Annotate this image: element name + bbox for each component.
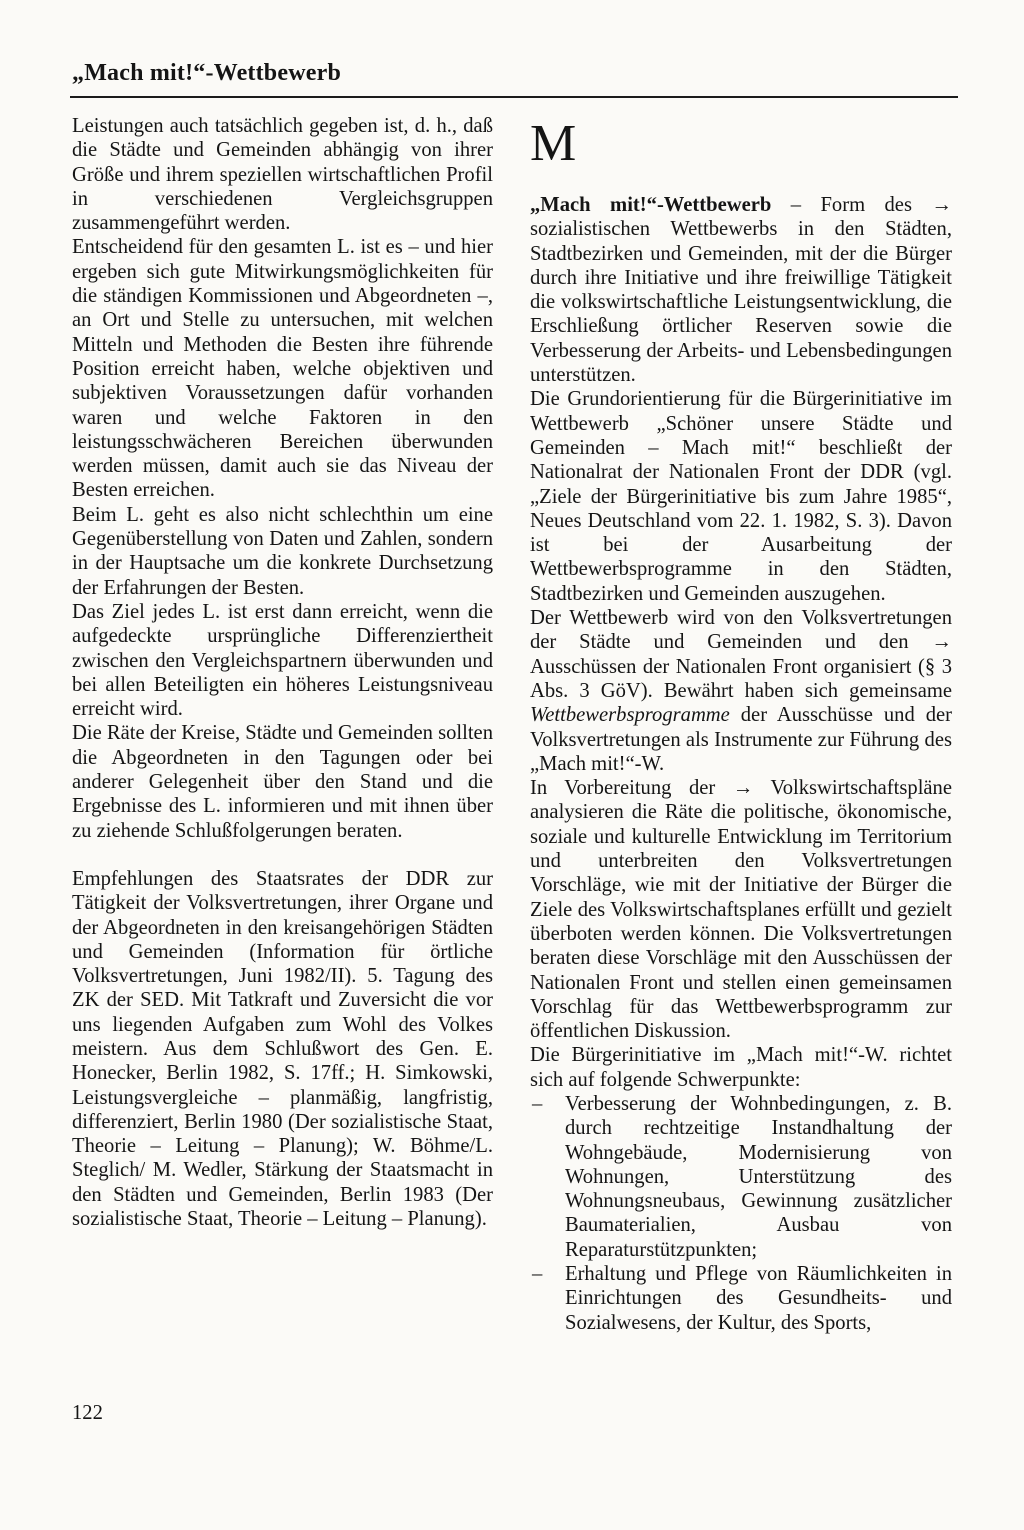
left-paragraph-2: Entscheidend für den gesamten L. ist es – und hier ergeben sich gute Mitwirkungsmöglichkeiten für die ständigen Kommissionen und Abgeordneten –, an Ort und Stelle zu untersuchen, mit welchen Mitteln und Methoden die Besten ihre führende Position erreicht haben, welche objektiven und subjektiven Voraussetzungen dafür vorhanden waren und welche Faktoren in den leistungsschwächeren Bereichen überwunden werden müssen, damit auch sie das Niveau der Besten erreichen. bbox=[72, 236, 493, 502]
left-paragraph-5: Die Räte der Kreise, Städte und Gemeinden sollten die Abgeordneten in den Tagungen oder bei anderer Gelegenheit über den Stand und die Ergebnisse des L. informieren und mit ihnen über zu ziehende Schlußfolgerungen beraten. bbox=[72, 722, 493, 842]
left-paragraph-4: Das Ziel jedes L. ist erst dann erreicht, wenn die aufgedeckte ursprüngliche Differenziertheit zwischen den Vergleichspartnern überwunden und bei allen Beteiligten ein höheres Leistungsniveau erreicht wird. bbox=[72, 600, 493, 721]
page-number: 122 bbox=[72, 1402, 103, 1424]
entry-term: „Mach mit!“-Wettbewerb bbox=[530, 194, 772, 216]
section-letter: M bbox=[530, 115, 577, 172]
p3-text-b: der Ausschüsse und der Volksvertretungen als Instrumente zur Führung des „Mach mit!“-W. bbox=[530, 704, 952, 775]
running-head-title: „Mach mit!“-Wettbewerb bbox=[72, 60, 341, 86]
p3-emphasis: Wettbewerbsprogramme bbox=[530, 704, 730, 727]
p3-text-a: Der Wettbewerb wird von den Volksvertretungen der Städte und Gemeinden und den → Ausschüssen der Nationalen Front organisiert (§ 3 Abs. 3 GöV). Bewährt haben sich gemeinsame bbox=[530, 607, 952, 702]
entry-paragraph bbox=[530, 193, 952, 387]
left-column bbox=[72, 114, 493, 1231]
right-paragraph-3 bbox=[530, 606, 952, 776]
right-paragraph-4: In Vorbereitung der → Volkswirtschaftspläne analysieren die Räte die politische, ökonomische, soziale und kulturelle Entwicklung im Territorium und unterbreiten den Volksvertretungen Vorschläge, wie mit der Initiative der Bürger die Ziele des Volkswirtschaftsplanes erfüllt und gezielt überboten werden können. Die Volksvertretungen beraten diese Vorschläge mit den Ausschüssen der Nationalen Front und stellen einen gemeinsamen Vorschlag für das Wettbewerbsprogramm zur öffentlichen Diskussion. bbox=[530, 777, 952, 1043]
list-item: – Erhaltung und Pflege von Räumlichkeiten in Einrichtungen des Gesundheits- und Sozialwesens, der Kultur, des Sports, bbox=[530, 1262, 952, 1335]
left-paragraph-3: Beim L. geht es also nicht schlechthin um eine Gegenüberstellung von Daten und Zahlen, sondern in der Hauptsache um die konkrete Durchsetzung der Erfahrungen der Besten. bbox=[72, 503, 493, 599]
right-paragraph-5: Die Bürgerinitiative im „Mach mit!“-W. richtet sich auf folgende Schwerpunkte: bbox=[530, 1044, 952, 1091]
left-paragraph-1: Leistungen auch tatsächlich gegeben ist, d. h., daß die Städte und Gemeinden abhängig von ihrer Größe und ihrem speziellen wirtschaftlichen Profil in verschiedenen Vergleichsgruppen zusammengeführt werden. bbox=[72, 115, 493, 235]
paragraph-gap bbox=[72, 843, 493, 867]
right-paragraph-2: Die Grundorientierung für die Bürgerinitiative im Wettbewerb „Schöner unsere Städte und Gemeinden – Mach mit!“ beschließt der Nationalrat der Nationalen Front der DDR (vgl. „Ziele der Bürgerinitiative bis zum Jahre 1985“, Neues Deutschland vom 22. 1. 1982, S. 3). Davon ist bei der Ausarbeitung der Wettbewerbsprogramme in den Städten, Stadtbezirken und Gemeinden auszugehen. bbox=[530, 388, 952, 605]
list-item: – Verbesserung der Wohnbedingungen, z. B. durch rechtzeitige Instandhaltung der Wohngebäude, Modernisierung von Wohnungen, Unterstützung des Wohnungsneubaus, Gewinnung zusätzlicher Baumaterialien, Ausbau von Reparaturstützpunkten; bbox=[530, 1092, 952, 1262]
header-rule bbox=[70, 96, 958, 98]
right-column bbox=[530, 193, 952, 1335]
literature-references: Empfehlungen des Staatsrates der DDR zur Tätigkeit der Volksvertretungen, ihrer Organe und der Abgeordneten in den kreisangehörigen Städten und Gemeinden (Information für örtliche Volksvertretungen, Juni 1982/II). 5. Tagung des ZK der SED. Mit Tatkraft und Zuversicht die vor uns liegenden Aufgaben zum Wohl des Volkes meistern. Aus dem Schlußwort des Gen. E. Honecker, Berlin 1982, S. 17ff.; H. Simkowski, Leistungsvergleiche – planmäßig, langfristig, differenziert, Berlin 1980 (Der sozialistische Staat, Theorie – Leitung – Planung); W. Böhme/L. Steglich/ M. Wedler, Stärkung der Staatsmacht in den Städten und Gemeinden, Berlin 1983 (Der sozialistische Staat, Theorie – Leitung – Planung). bbox=[72, 867, 493, 1231]
entry-definition: – Form des → sozialistischen Wettbewerbs in den Städten, Stadtbezirken und Gemeinden, mit der die Bürger durch ihre Initiative und ihre freiwillige Tätigkeit die volkswirtschaftliche Leistungsentwicklung, die Erschließung örtlicher Reserven sowie die Verbesserung der Arbeits- und Lebensbedingungen unterstützen. bbox=[530, 194, 952, 387]
focus-list bbox=[530, 1092, 952, 1335]
